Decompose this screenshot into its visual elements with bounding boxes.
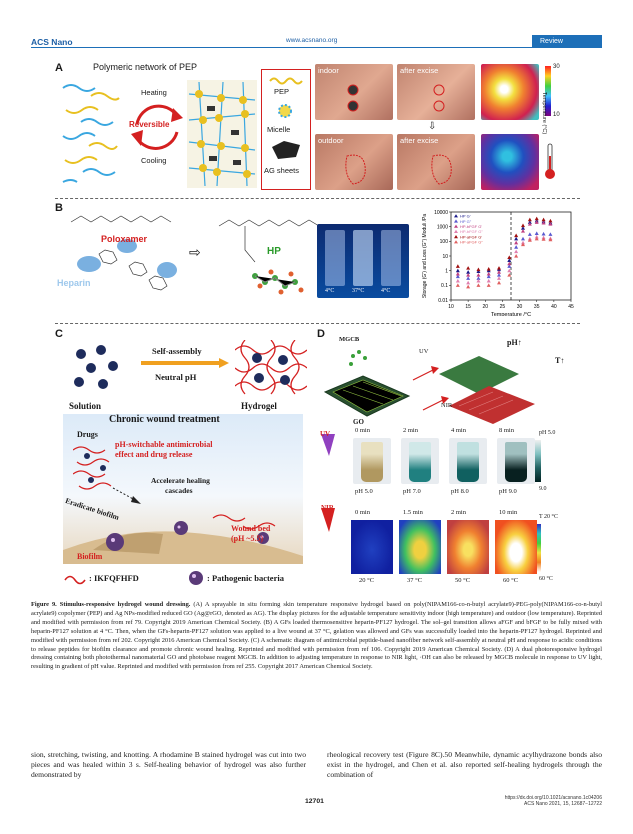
legend-bacteria: : Pathogenic bacteria — [207, 573, 284, 583]
y-tick-label: 0.01 — [438, 297, 448, 304]
data-point — [497, 266, 501, 270]
data-point — [548, 219, 552, 223]
data-point — [487, 272, 491, 276]
y-tick-label: 1 — [445, 268, 448, 275]
photo-indoor — [315, 64, 393, 120]
journal-url[interactable]: www.acsnano.org — [286, 37, 338, 44]
panel-a-title: Polymeric network of PEP — [93, 62, 198, 72]
body-left-column: sion, stretching, twisting, and knotting. A rhodamine B stained hydrogel was cut into two pieces and was healed within 3 s. Self-healing behavior of hydrogel was also further demonstrated by — [31, 750, 306, 780]
figure-9 — [55, 56, 580, 596]
data-point — [476, 283, 480, 287]
y-tick-label: 10 — [442, 253, 448, 260]
nir-temp-label: 37 °C — [407, 577, 423, 584]
go-label: GO — [353, 418, 364, 426]
panel-a-legend-box — [261, 69, 311, 190]
uv-label-top: UV — [419, 348, 429, 355]
poloxamer-heparin-structures — [69, 206, 189, 311]
data-point — [466, 285, 470, 289]
header-rule — [31, 47, 602, 48]
mgcb-label: MGCB — [339, 336, 360, 343]
footer-doi[interactable]: https://dx.doi.org/10.1021/acsnano.1c04206 — [504, 795, 602, 801]
uv-vial — [361, 442, 383, 482]
uv-time-label: 2 min — [403, 427, 418, 434]
chronic-wound-title: Chronic wound treatment — [109, 414, 220, 425]
uv-label: UV — [320, 430, 331, 438]
data-point — [456, 272, 460, 276]
x-tick-label: 10 — [448, 304, 454, 310]
polymer-chains-illustration — [61, 78, 121, 188]
caption-text: (A) A sprayable in situ forming skin temperature responsive hydrogel based on poly(NIPAM166-co-n-butyl acrylate9)-PEG-poly(NIPAM166-co-n-butyl acrylate9) copolymer (PEP) and Ag NPs-modified reduced GO (Ag@rGO, denoted as AG). The display pictures for the adjustable temperature sensitivity indoor (high temperature) and outdoor (low temperature). Reprinted and modified with permission from ref 79. Copyright 2019 American Chemical Society. (B) A GFs loaded thermosensitive heparin-PF127 hydrogel. The sol–gel transition allows aFGF and bFGF to be fully mixed with heparin-PF127 solution at 4 °C. Then, when the GFs-heparin-PF127 solution was applied to a live wound at 37 °C, gelation was allowed and GFs was successfully loaded into the heparin-PF127 hydrogel. Reprinted and modified with permission from ref 202. Copyright 2016 American Chemical Society. (C) A schematic diagram of antimicrobial peptide-based nanofiber network self-assembly at neutral pH and response to acidic conditions to release peptides for biofilm clearance and promote chronic wound healing. Reprinted and modified with permission from ref 106. Copyright 2019 American Chemical Society. (D) A dual photoresponsive hydrogel dressing containing both photothermal nanomaterial GO and photobase reagent MGCB. In addition to adjusting temperature in response to NIR light, ·OH can also be released by MGCB molecule in response to UV light, resulting in gradient of pH value. Reprinted and modified with permission from ref 255. Copyright 2017 American Chemical Society. — [31, 601, 602, 671]
caption-label: Figure 9. Stimulus-responsive hydrogel wound dressing. — [31, 601, 191, 608]
section-badge: Review — [532, 35, 602, 47]
data-point — [535, 231, 539, 235]
ph-switchable-line2: effect and drug release — [115, 450, 193, 459]
uv-time-label: 0 min — [355, 427, 370, 434]
x-tick-label: 35 — [533, 304, 540, 310]
uv-ph-label: pH 5.0 — [355, 488, 373, 495]
legend-marker — [454, 235, 458, 238]
data-point — [514, 250, 518, 254]
micelle-icon — [274, 100, 296, 122]
footer-citation — [462, 795, 602, 807]
data-point — [521, 243, 525, 247]
vials-photo — [317, 224, 409, 298]
panel-b-letter: B — [55, 202, 63, 214]
hydrogel-label: Hydrogel — [241, 401, 277, 411]
chronic-wound-box — [63, 414, 303, 564]
body-right-column: rheological recovery test (Figure 8C).50 Meanwhile, dynamic acylhydrazone bonds also exist in the hydrogel, and Chen et al. also reported self-healing hydrogels through the combination of — [327, 750, 602, 780]
nir-label: NIR — [321, 504, 334, 512]
data-point — [514, 237, 518, 241]
figure-caption — [31, 601, 602, 672]
peptide-legend-icon — [63, 572, 89, 586]
journal-name: ACS Nano — [31, 37, 73, 47]
eradicate-biofilm-label: Eradicate biofilm — [64, 496, 121, 522]
accelerate-line1: Accelerate healing — [151, 476, 210, 485]
vial-label-3: 4°C — [381, 288, 391, 294]
cooling-label: Cooling — [141, 156, 167, 165]
neutral-ph-label: Neutral pH — [155, 372, 197, 382]
data-point — [528, 218, 532, 222]
y-tick-label: 10000 — [434, 209, 448, 216]
panel-d-letter: D — [317, 328, 325, 340]
uv-ph-label: pH 7.0 — [403, 488, 421, 495]
nir-temp-label: 50 °C — [455, 577, 471, 584]
data-point — [535, 237, 539, 241]
page-number: 12701 — [305, 798, 324, 805]
heating-label: Heating — [141, 88, 167, 97]
photo-after-excise-1-label: after excise — [400, 66, 439, 75]
hydrogel-network-illustration — [187, 80, 257, 188]
biofilm-label: Biofilm — [77, 552, 103, 561]
uv-vial — [457, 442, 479, 482]
legend-micelle: Micelle — [267, 125, 291, 134]
x-tick-label: 40 — [551, 304, 557, 310]
excise-marks — [425, 80, 455, 116]
down-arrow-icon: ⇩ — [428, 121, 437, 132]
hydrogel-network-c — [235, 340, 307, 396]
data-point — [528, 232, 532, 236]
legend-marker — [454, 214, 458, 217]
temp-scale-max: 30 — [553, 64, 560, 70]
data-point — [514, 254, 518, 258]
nir-time-label: 1.5 min — [403, 509, 423, 516]
data-point — [466, 281, 470, 285]
nir-thermal-image — [447, 520, 489, 574]
nir-time-label: 0 min — [355, 509, 370, 516]
vial-label-2: 37°C — [352, 288, 365, 294]
data-point — [514, 233, 518, 237]
x-tick-label: 20 — [482, 304, 489, 310]
nir-time-label: 2 min — [451, 509, 466, 516]
nir-thermal-image — [495, 520, 537, 574]
legend-peptide: : IKFQFHFD — [89, 573, 139, 583]
y-tick-label: 100 — [439, 239, 448, 246]
drugs-label: Drugs — [77, 430, 98, 439]
photo-outdoor-label: outdoor — [318, 136, 344, 145]
data-point — [535, 217, 539, 221]
legend-marker — [454, 219, 458, 222]
uv-ph-label: pH 8.0 — [451, 488, 469, 495]
transform-arrow-icon: ⇨ — [189, 244, 201, 260]
heparin-label: Heparin — [57, 278, 91, 288]
panel-c-letter: C — [55, 328, 63, 340]
data-point — [466, 276, 470, 280]
legend-entry: HP G' — [460, 213, 471, 219]
excise-region — [427, 152, 457, 186]
y-axis-label: Storage (G') and Loss (G'') Moduli /Pa — [422, 213, 428, 299]
data-point — [487, 267, 491, 271]
gel-region — [341, 152, 371, 186]
legend-marker — [454, 240, 458, 243]
ph-switchable-line1: pH-switchable antimicrobial — [115, 440, 213, 449]
photo-indoor-label: indoor — [318, 66, 339, 75]
data-point — [521, 224, 525, 228]
ph-up-label: pH↑ — [507, 338, 522, 347]
photo-after-excise-2 — [397, 134, 475, 190]
x-tick-label: 25 — [499, 304, 506, 310]
divider-a-b — [55, 198, 580, 199]
uv-vial — [505, 442, 527, 482]
data-point — [487, 279, 491, 283]
data-point — [521, 237, 525, 241]
thermometer-icon — [543, 142, 557, 182]
t-scale-bottom: 60 °C — [539, 576, 553, 582]
legend-marker — [454, 225, 458, 228]
t-up-label: T↑ — [555, 356, 565, 365]
vial-label-1: 4°C — [325, 288, 335, 294]
reversible-label: Reversible — [129, 120, 170, 129]
thermal-image-1 — [481, 64, 539, 120]
data-point — [456, 264, 460, 268]
data-point — [548, 232, 552, 236]
nir-temp-label: 20 °C — [359, 577, 375, 584]
data-point — [476, 268, 480, 272]
legend-entry: HP-aFGF G' — [460, 234, 483, 240]
data-point — [497, 276, 501, 280]
photo-after-excise-2-label: after excise — [400, 136, 439, 145]
data-point — [542, 218, 546, 222]
uv-time-label: 4 min — [451, 427, 466, 434]
legend-marker — [454, 230, 458, 233]
rheology-chart — [421, 204, 581, 316]
panel-a-letter: A — [55, 62, 63, 74]
solution-label: Solution — [69, 401, 102, 411]
data-point — [476, 273, 480, 277]
bacteria-legend-icon — [187, 569, 205, 587]
photo-after-excise-1 — [397, 64, 475, 120]
nir-time-label: 10 min — [499, 509, 518, 516]
legend-ag-sheets: AG sheets — [264, 166, 300, 175]
poloxamer-label: Poloxamer — [101, 234, 148, 244]
pep-chain-icon — [268, 73, 304, 87]
ph-scale-bottom: 9.0 — [539, 486, 547, 492]
hp-label: HP — [267, 246, 281, 257]
data-point — [487, 283, 491, 287]
data-point — [456, 279, 460, 283]
solution-illustration — [67, 342, 127, 394]
uv-ph-label: pH 9.0 — [499, 488, 517, 495]
data-point — [456, 269, 460, 273]
x-tick-label: 30 — [516, 304, 523, 310]
uv-vial — [409, 442, 431, 482]
self-assembly-arrow — [141, 358, 231, 368]
wound-bed-line2: (pH ~5.5) — [231, 534, 264, 543]
data-point — [514, 241, 518, 245]
t-scale-top: T 20 °C — [539, 514, 558, 520]
ag-sheet-icon — [270, 139, 302, 161]
nir-temp-label: 60 °C — [503, 577, 519, 584]
accelerate-line2: cascades — [165, 486, 193, 495]
legend-entry: HP-aFGF G'' — [460, 239, 483, 245]
divider-b-cd — [55, 323, 580, 324]
go-mgcb-illustration — [323, 344, 543, 424]
photo-outdoor — [315, 134, 393, 190]
data-point — [528, 222, 532, 226]
uv-time-label: 8 min — [499, 427, 514, 434]
data-point — [514, 245, 518, 249]
legend-entry: HP-bFGF G'' — [460, 229, 483, 235]
self-assembly-label: Self-assembly — [152, 346, 202, 356]
x-tick-label: 15 — [465, 304, 471, 310]
data-point — [497, 281, 501, 285]
legend-pep: PEP — [274, 87, 290, 96]
footer-journal-citation: ACS Nano 2021, 15, 12687−12722 — [524, 801, 602, 807]
wound-bed-line1: Wound bed — [231, 524, 271, 533]
temp-scale-label: Temperature (°C) — [541, 92, 547, 135]
data-point — [466, 266, 470, 270]
thermal-image-2 — [481, 134, 539, 190]
legend-entry: HP-bFGF G' — [460, 224, 483, 229]
x-tick-label: 45 — [568, 304, 574, 310]
y-tick-label: 0.1 — [441, 283, 448, 290]
ph-scale-bar — [535, 440, 541, 482]
temp-scale-min: 10 — [553, 112, 560, 118]
data-point — [542, 232, 546, 236]
gel-spots — [339, 82, 369, 114]
nir-thermal-image — [351, 520, 393, 574]
nir-label-top: NIR — [441, 402, 453, 409]
y-tick-label: 1000 — [436, 224, 448, 231]
nir-thermal-image — [399, 520, 441, 574]
x-axis-label: Temperature /°C — [490, 312, 532, 316]
legend-entry: HP G'' — [460, 218, 472, 224]
ph-scale-top: pH 5.0 — [539, 430, 556, 436]
data-point — [456, 283, 460, 287]
